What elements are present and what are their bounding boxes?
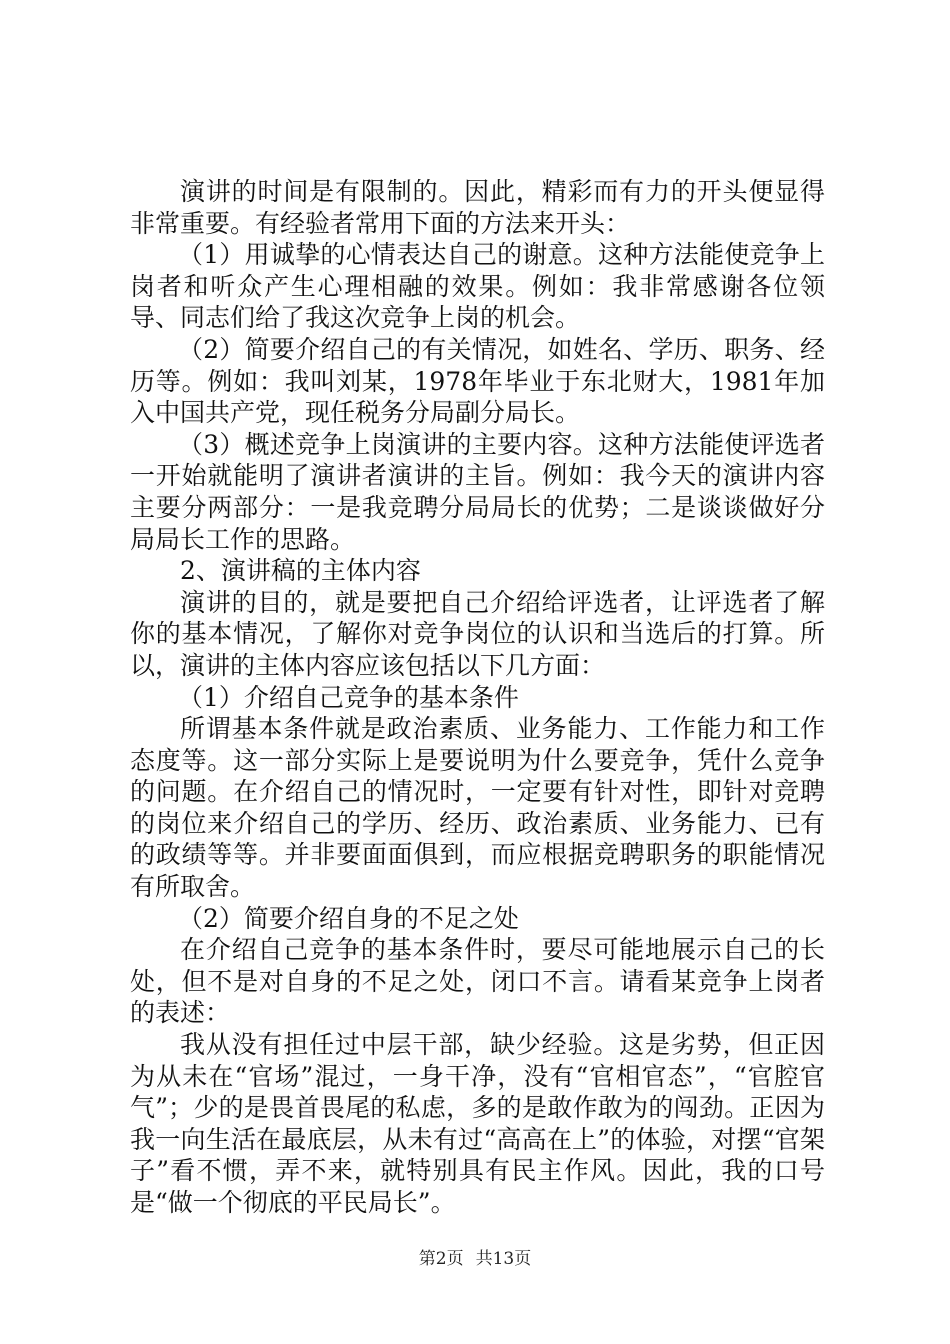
subheading-basic-conditions: （1）介绍自己竞争的基本条件 (178, 682, 519, 712)
paragraph-shortcomings: 在介绍自己竞争的基本条件时，要尽可能地展示自己的长处，但不是对自身的不足之处，闭口不言。请看某竞争上岗者的表述： (130, 935, 825, 1028)
page-footer (0, 1244, 950, 1269)
page-total: 共13页 (475, 1249, 532, 1269)
section-heading-main-content: 2、演讲稿的主体内容 (180, 556, 421, 586)
paragraph-method-2: （2）简要介绍自己的有关情况，如姓名、学历、职务、经历等。例如：我叫刘某，1978年毕业于东北财大，1981年加入中国共产党，现任税务分局副分局长。 (130, 334, 825, 428)
paragraph-intro: 演讲的时间是有限制的。因此，精彩而有力的开头便显得非常重要。有经验者常用下面的方法来开头： (130, 177, 825, 238)
page-number: 第2页 (418, 1249, 464, 1269)
paragraph-method-1: （1）用诚挚的心情表达自己的谢意。这种方法能使竞争上岗者和听众产生心理相融的效果。例如：我非常感谢各位领导、同志们给了我这次竞争上岗的机会。 (130, 240, 825, 333)
paragraph-method-3: （3）概述竞争上岗演讲的主要内容。这种方法能使评选者一开始就能明了演讲者演讲的主旨。例如：我今天的演讲内容主要分两部分：一是我竞聘分局局长的优势；二是谈谈做好分局局长工作的思路。 (130, 429, 825, 554)
paragraph-example-quote: 我从没有担任过中层干部，缺少经验。这是劣势，但正因为从未在“官场”混过，一身干净，没有“官相官态”，“官腔官气”；少的是畏首畏尾的私虑，多的是敢作敢为的闯劲。正因为我一向生活在最底层，从未有过“高高在上”的体验，对摆“官架子”看不惯，弄不来，就特别具有民主作风。因此，我的口号是“做一个彻底的平民局长”。 (130, 1030, 825, 1217)
paragraph-purpose: 演讲的目的，就是要把自己介绍给评选者，让评选者了解你的基本情况，了解你对竞争岗位的认识和当选后的打算。所以，演讲的主体内容应该包括以下几方面： (130, 587, 825, 680)
paragraph-basic-conditions: 所谓基本条件就是政治素质、业务能力、工作能力和工作态度等。这一部分实际上是要说明为什么要竞争，凭什么竞争的问题。在介绍自己的情况时，一定要有针对性，即针对竞聘的岗位来介绍自己的学历、经历、政治素质、业务能力、已有的政绩等等。并非要面面俱到，而应根据竞聘职务的职能情况有所取舍。 (130, 714, 825, 902)
subheading-shortcomings: （2）简要介绍自身的不足之处 (178, 903, 519, 933)
document-body (130, 176, 825, 1219)
